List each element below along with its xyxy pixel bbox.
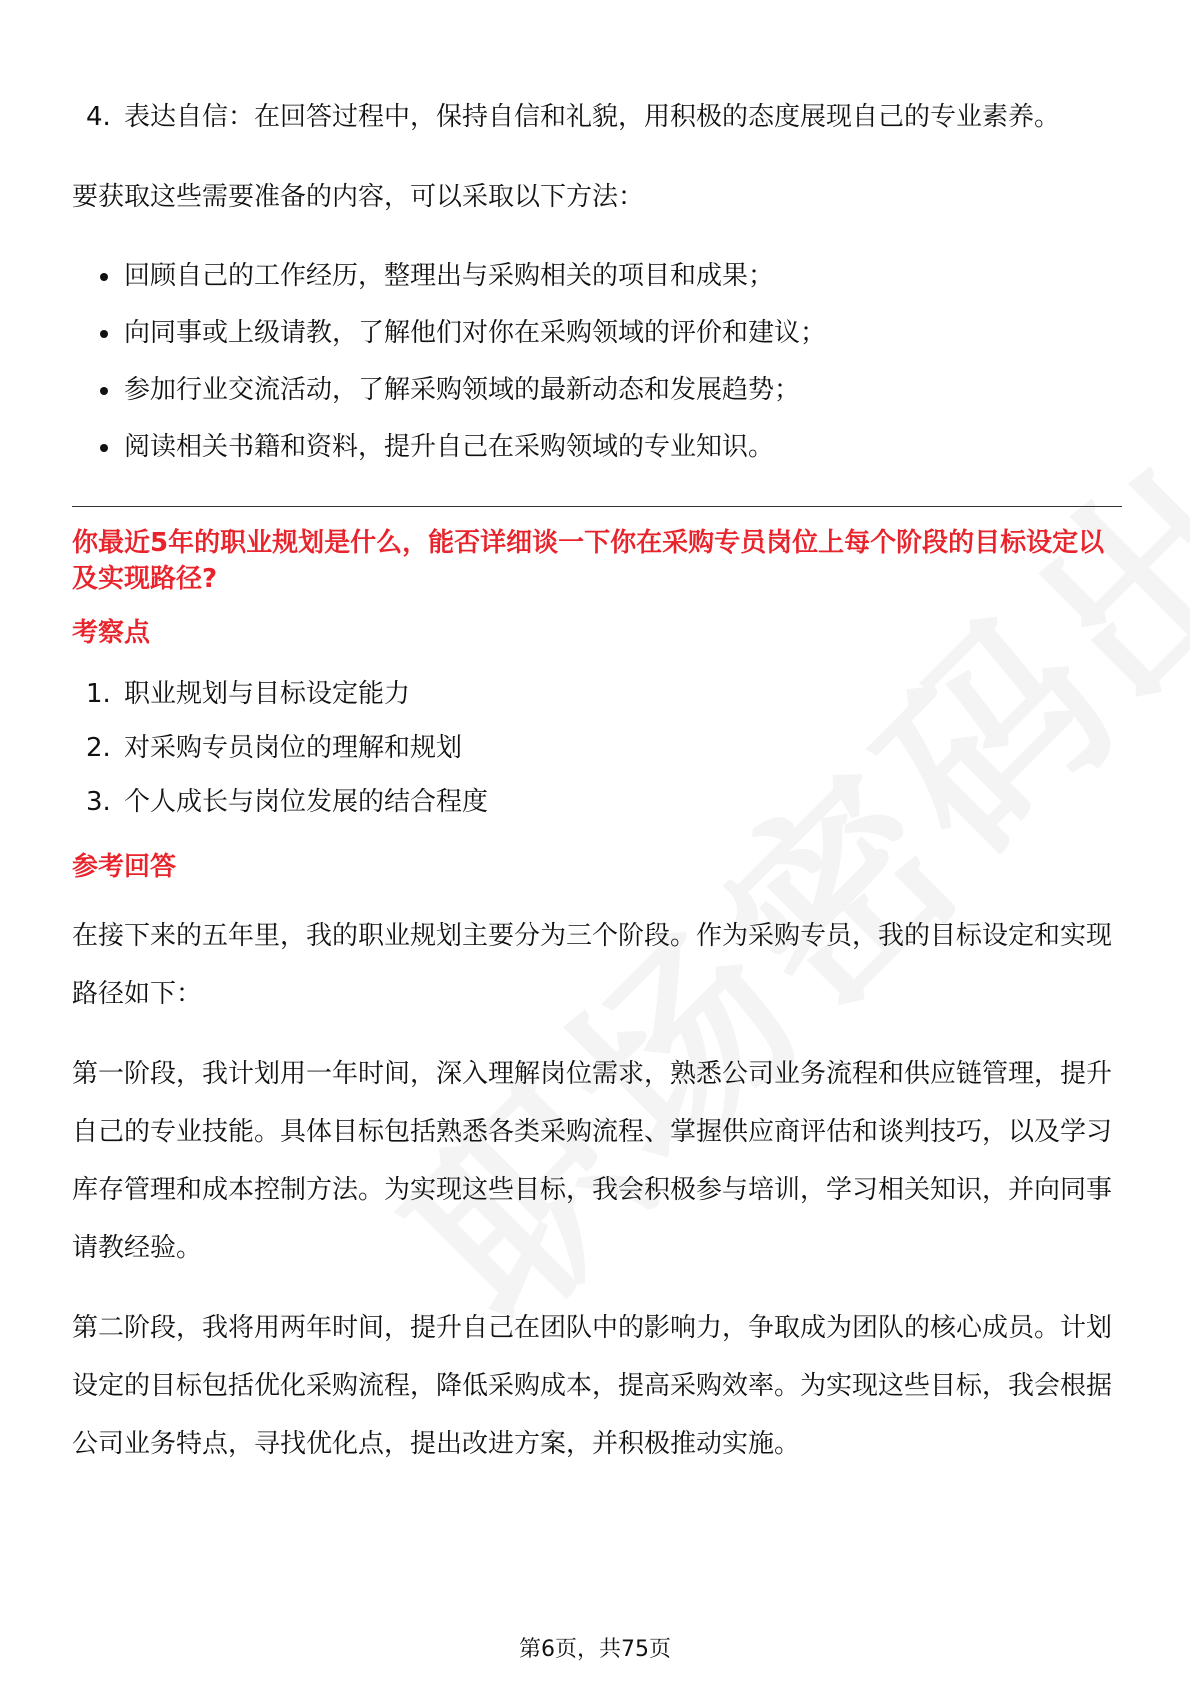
- answer-paragraph: 第一阶段，我计划用一年时间，深入理解岗位需求，熟悉公司业务流程和供应链管理，提升自己的专业技能。具体目标包括熟悉各类采购流程、掌握供应商评估和谈判技巧，以及学习库存管理和成本控制方法。为实现这些目标，我会积极参与培训，学习相关知识，并向同事请教经验。: [72, 1059, 1113, 1263]
- list-number: 1.: [86, 679, 111, 709]
- answer-paragraph: 第二阶段，我将用两年时间，提升自己在团队中的影响力，争取成为团队的核心成员。计划设定的目标包括优化采购流程，降低采购成本，提高采购效率。为实现这些目标，我会根据公司业务特点，寻找优化点，提出改进方案，并积极推动实施。: [72, 1313, 1113, 1459]
- exam-points-list: [72, 667, 1122, 829]
- interview-question: 你最近5年的职业规划是什么，能否详细谈一下你在采购专员岗位上每个阶段的目标设定以及实现路径?: [72, 528, 1105, 594]
- list-item: [72, 419, 1122, 476]
- list-item: [72, 362, 1122, 419]
- page-content: [72, 88, 1122, 1473]
- divider: [72, 506, 1122, 507]
- list-item-4: [72, 88, 1122, 146]
- list-item: [72, 305, 1122, 362]
- bullet-icon: [100, 273, 108, 281]
- exam-points-heading: 考察点: [72, 618, 151, 648]
- list-item: [72, 248, 1122, 305]
- list-text: 回顾自己的工作经历，整理出与采购相关的项目和成果；: [124, 261, 775, 291]
- list-item: [72, 721, 1122, 775]
- list-text: 向同事或上级请教，了解他们对你在采购领域的评价和建议；: [124, 318, 827, 348]
- methods-list: [72, 248, 1122, 476]
- list-number: 3.: [86, 787, 111, 817]
- bullet-icon: [100, 387, 108, 395]
- list-text: 对采购专员岗位的理解和规划: [124, 733, 463, 763]
- list-text: 个人成长与岗位发展的结合程度: [124, 787, 489, 817]
- list-item: [72, 667, 1122, 721]
- prep-intro: 要获取这些需要准备的内容，可以采取以下方法：: [72, 182, 645, 212]
- list-text: 表达自信：在回答过程中，保持自信和礼貌，用积极的态度展现自己的专业素养。: [124, 102, 1061, 132]
- bullet-icon: [100, 444, 108, 452]
- page-number: 第6页，共75页: [519, 1637, 671, 1662]
- list-number: 4.: [86, 102, 111, 132]
- list-text: 阅读相关书籍和资料，提升自己在采购领域的专业知识。: [124, 432, 775, 462]
- list-text: 参加行业交流活动，了解采购领域的最新动态和发展趋势；: [124, 375, 801, 405]
- bullet-icon: [100, 330, 108, 338]
- list-text: 职业规划与目标设定能力: [124, 679, 411, 709]
- reference-answer-heading: 参考回答: [72, 852, 177, 882]
- answer-paragraph: 在接下来的五年里，我的职业规划主要分为三个阶段。作为采购专员，我的目标设定和实现路径如下：: [72, 921, 1113, 1009]
- list-item: [72, 775, 1122, 829]
- list-number: 2.: [86, 733, 111, 763]
